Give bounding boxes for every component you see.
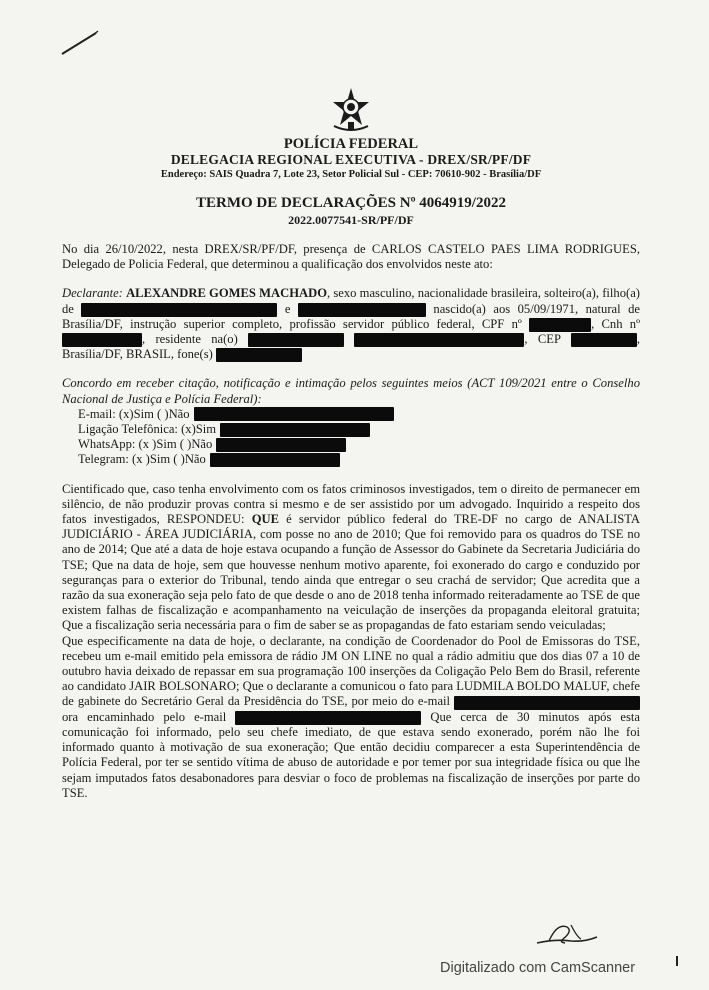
statement-paragraph-2 [62, 634, 640, 801]
statement-text: é servidor público federal do TRE-DF no cargo de ANALISTA JUDICIÁRIO - ÁREA JUDICIÁRIA, com posse no ano de 2010; Que foi removido para os quadros do TSE no ano de 2014; Que até a data de hoje estava ocupando a função de Assessor do Gabinete da Secretaria Judiciária do TSE; Que na data de hoje, sem que houvesse nenhum motivo aparente, foi exonerado do cargo e conduzido por seguranças para o exterior do Tribunal, tendo ainda que entregar o seu crachá de servidor; Que acredita que a razão da sua exoneração seja pelo fato de que desde o ano de 2018 tenha informado reiteradamente ao TSE de que existem falhas de fiscalização e acompanhamento na veiculação de inserções da propaganda eleitoral gratuita; Que a fiscalização seria necessária para o fim de saber se as propagandas de fato estariam sendo veiculadas; [62, 512, 641, 633]
contact-label: WhatsApp: (x )Sim ( )Não [78, 437, 213, 452]
pen-mark [60, 30, 100, 56]
redaction [354, 333, 524, 347]
contact-list [78, 407, 640, 468]
declarant-name: ALEXANDRE GOMES MACHADO [126, 286, 328, 301]
redaction [235, 711, 421, 725]
contact-whatsapp [78, 437, 640, 452]
org-name: POLÍCIA FEDERAL [283, 136, 419, 152]
intro-paragraph: No dia 26/10/2022, nesta DREX/SR/PF/DF, presença de CARLOS CASTELO PAES LIMA RODRIGUES, Delegado de Policia Federal, que determinou a qualificação dos envolvidos neste ato: [62, 242, 640, 272]
declarant-text-2: e [284, 301, 291, 316]
declarant-paragraph [62, 286, 640, 362]
declarant-text-3: nascido(a) [433, 301, 486, 316]
redaction [194, 407, 394, 421]
statement-text: Cientificado que, caso tenha envolvimento com os fatos criminosos investigados, tem o direito de permanecer em silêncio, de não produzir provas contra si mesmo e de ser assistido por um advogado. Inquirido a respeito dos fatos investigados, RESPONDEU: [62, 481, 640, 527]
redaction [529, 318, 591, 332]
declarant-text-1: , sexo masculino, nacionalidade brasileira, solteiro(a), filho(a) de [62, 286, 640, 316]
statement-text: Que especificamente na data de hoje, o declarante, na condição de Coordenador do Pool de Emissoras do TSE, recebeu um e-mail emitido pela emissora de rádio JM ON LINE no qual a rádio admitiu que dos dias 07 a 10 de outubro havia deixado de repassar em sua programação 100 inserções da Coligação Pelo Bem do Brasil, referente ao candidato JAIR BOLSONARO; Que o declarante a comunicou o fato para LUDMILA BOLDO MALUF, chefe de gabinete do Secretário Geral da Presidência do TSE, por meio do e-mail [62, 633, 640, 709]
declarant-text-5: , Cnh nº [591, 316, 640, 331]
statement-text: ora encaminhado pelo e-mail [62, 709, 227, 724]
declarant-text-6: , residente na(o) [142, 332, 238, 347]
contact-telegram [78, 452, 640, 467]
consent-paragraph: Concordo em receber citação, notificação e intimação pelos seguintes meios (ACT 109/2021 entre o Conselho Nacional de Justiça e Polícia Federal): [62, 376, 640, 406]
statement-que: QUE [251, 512, 280, 527]
process-number: 2022.0077541-SR/PF/DF [288, 213, 414, 227]
coat-of-arms-icon [328, 86, 374, 132]
declarant-label: Declarante: [62, 286, 123, 301]
document-title: TERMO DE DECLARAÇÕES Nº 4064919/2022 [196, 195, 506, 211]
address: Endereço: SAIS Quadra 7, Lote 23, Setor Policial Sul - CEP: 70610-902 - Brasília/DF [160, 169, 542, 180]
contact-label: E-mail: (x)Sim ( )Não [78, 406, 190, 421]
signature-mark [533, 915, 601, 953]
scanner-watermark: Digitalizado com CamScanner [440, 960, 636, 976]
edge-mark [676, 956, 678, 966]
redaction [216, 348, 302, 362]
contact-label: Telegram: (x )Sim ( )Não [78, 452, 206, 467]
redaction [298, 303, 426, 317]
redaction [210, 453, 340, 467]
statement-paragraph-1 [62, 482, 640, 634]
declarant-text-8: , Brasília/DF, BRASIL, fone(s) [62, 332, 640, 362]
department-name: DELEGACIA REGIONAL EXECUTIVA - DREX/SR/PF/DF [170, 152, 532, 167]
declarant-text-7: , CEP [524, 332, 561, 347]
contact-email [78, 407, 640, 422]
redaction [62, 333, 142, 347]
redaction [248, 333, 344, 347]
contact-label: Ligação Telefônica: (x)Sim [78, 422, 217, 437]
redaction [220, 423, 370, 437]
redaction [454, 696, 640, 710]
redaction [216, 438, 346, 452]
statement-text: Que cerca de 30 minutos após esta comunicação foi informado, pelo seu chefe imediato, de que estava sendo exonerado, porém não lhe foi informado quanto à motivação de sua exoneração; Que então decidiu comparecer a esta Superintendência de Polícia Federal, por ter se sentido vítima de abuso de autoridade e por temer por sua integridade física ou que lhe sejam imputados fatos desabonadores para desviar o foco de problemas na fiscalização de inserções por parte do TSE. [62, 709, 640, 800]
declarant-text-4: aos 05/09/1971, natural de Brasília/DF, instrução superior completo, profissão servidor público federal, CPF nº [62, 301, 640, 331]
contact-phone [78, 422, 640, 437]
redaction [571, 333, 637, 347]
document [62, 68, 640, 801]
redaction [81, 303, 277, 317]
